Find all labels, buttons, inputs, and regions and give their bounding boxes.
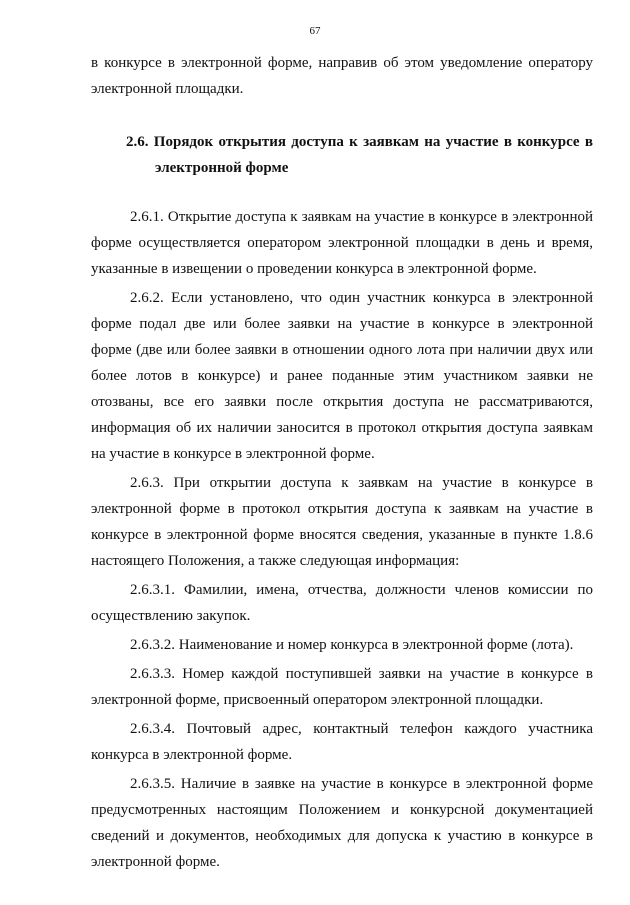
paragraph-2-6-2: 2.6.2. Если установлено, что один участник конкурса в электронной форме подал две или более заявки на участие в конкурсе в электронной форме (две или более заявки в отношении одного лота при наличии двух или более лотов в конкурсе) и ранее поданные этим участником заявки не отозваны, все его заявки после открытия доступа не рассматриваются, информация об их наличии заносится в протокол открытия доступа заявкам на участие в конкурсе в электронной форме. (91, 290, 593, 462)
paragraph-2-6-3-2: 2.6.3.2. Наименование и номер конкурса в электронной форме (лота). (130, 637, 574, 653)
paragraph-2-6-3-1: 2.6.3.1. Фамилии, имена, отчества, должности членов комиссии по осуществлению закупок. (91, 582, 593, 624)
paragraph-2-6-3: 2.6.3. При открытии доступа к заявкам на участие в конкурсе в электронной форме в протокол открытия доступа к заявкам на участие в конкурсе в электронной форме вносятся сведения, указанные в пункте 1.8.6 настоящего Положения, а также следующая информация: (91, 475, 593, 569)
paragraph-2-6-3-4: 2.6.3.4. Почтовый адрес, контактный телефон каждого участника конкурса в электронной форме. (91, 721, 593, 763)
page-number: 67 (309, 25, 321, 37)
paragraph-2-6-3-3: 2.6.3.3. Номер каждой поступившей заявки на участие в конкурсе в электронной форме, присвоенный оператором электронной площадки. (91, 666, 593, 708)
section-heading: 2.6. Порядок открытия доступа к заявкам на участие в конкурсе в электронной форме (126, 134, 593, 176)
paragraph-2-6-3-5: 2.6.3.5. Наличие в заявке на участие в конкурсе в электронной форме предусмотренных настоящим Положением и конкурсной документацией сведений и документов, необходимых для допуска к участию в конкурсе в электронной форме. (91, 776, 593, 870)
paragraph-2-6-1: 2.6.1. Открытие доступа к заявкам на участие в конкурсе в электронной форме осуществляется оператором электронной площадки в день и время, указанные в извещении о проведении конкурса в электронной форме. (91, 209, 593, 277)
document-body (91, 50, 593, 875)
intro-paragraph: в конкурсе в электронной форме, направив об этом уведомление оператору электронной площадки. (91, 55, 593, 97)
